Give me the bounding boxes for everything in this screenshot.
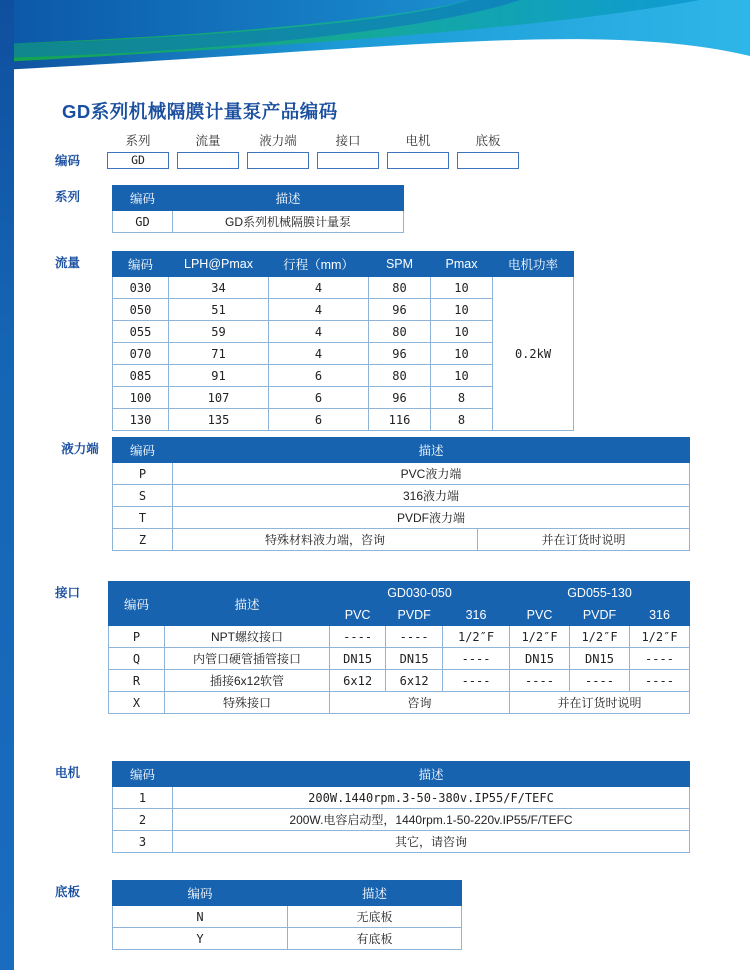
- code-col-series-input[interactable]: GD: [107, 152, 169, 169]
- cell-conn-val: ----: [443, 670, 510, 692]
- cell-base-code: N: [113, 906, 288, 928]
- table-row: [109, 648, 690, 670]
- cell-flow-spm: 96: [369, 299, 431, 321]
- section-label-series: 系列: [55, 190, 81, 204]
- section-label-motor: 电机: [55, 766, 81, 780]
- code-builder-label: 编码: [55, 154, 81, 168]
- table-series: [112, 185, 404, 233]
- table-header-row: [109, 582, 690, 604]
- th-conn-sub-pvdf-b: PVDF: [570, 604, 630, 626]
- cell-flow-code: 085: [113, 365, 169, 387]
- cell-liquid-desc: PVC液力端: [173, 463, 690, 485]
- cell-liquid-code: Z: [113, 529, 173, 551]
- cell-flow-code: 070: [113, 343, 169, 365]
- table-header-row: [113, 881, 462, 906]
- th-flow-lph: LPH@Pmax: [169, 252, 269, 277]
- th-flow-pmax: Pmax: [431, 252, 493, 277]
- cell-flow-spm: 80: [369, 277, 431, 299]
- table-row: [113, 906, 462, 928]
- cell-conn-val: 1/2″F: [443, 626, 510, 648]
- cell-flow-spm: 116: [369, 409, 431, 431]
- section-label-liquid-end: 液力端: [61, 442, 99, 456]
- cell-conn-val: 6x12: [386, 670, 443, 692]
- code-col-flow-header: 流量: [195, 134, 221, 148]
- code-col-liquid-end-input[interactable]: [247, 152, 309, 169]
- cell-liquid-code: S: [113, 485, 173, 507]
- cell-liquid-desc: PVDF液力端: [173, 507, 690, 529]
- cell-liquid-desc: 特殊材料液力端，咨询: [173, 529, 478, 551]
- cell-conn-val: DN15: [330, 648, 386, 670]
- table-header-row: [113, 252, 574, 277]
- code-col-series-header: 系列: [125, 134, 151, 148]
- table-row: [113, 485, 690, 507]
- cell-conn-val: DN15: [510, 648, 570, 670]
- cell-motor-code: 3: [113, 831, 173, 853]
- cell-flow-pmax: 8: [431, 387, 493, 409]
- cell-flow-pmax: 10: [431, 321, 493, 343]
- code-col-motor-header: 电机: [405, 134, 431, 148]
- table-row: [113, 831, 690, 853]
- cell-flow-stroke: 4: [269, 343, 369, 365]
- cell-conn-val: 1/2″F: [570, 626, 630, 648]
- cell-series-code: GD: [113, 211, 173, 233]
- table-row: [113, 529, 690, 551]
- cell-conn-note: 并在订货时说明: [510, 692, 690, 714]
- cell-motor-desc: 200W.电容启动型，1440rpm.1-50-220v.IP55/F/TEFC: [173, 809, 690, 831]
- cell-flow-code: 100: [113, 387, 169, 409]
- table-liquid-end: [112, 437, 690, 551]
- cell-flow-spm: 80: [369, 365, 431, 387]
- code-col-motor: [387, 131, 449, 169]
- cell-liquid-code: T: [113, 507, 173, 529]
- cell-flow-stroke: 6: [269, 365, 369, 387]
- th-conn-group-gd030-050: GD030-050: [330, 582, 510, 604]
- code-col-connection: [317, 131, 379, 169]
- table-row: [113, 507, 690, 529]
- table-row: [109, 626, 690, 648]
- th-conn-code: 编码: [109, 582, 165, 626]
- cell-flow-code: 055: [113, 321, 169, 343]
- cell-flow-stroke: 4: [269, 321, 369, 343]
- th-series-desc: 描述: [173, 186, 404, 211]
- th-conn-sub-316-a: 316: [443, 604, 510, 626]
- code-col-motor-input[interactable]: [387, 152, 449, 169]
- table-header-row: [113, 762, 690, 787]
- th-conn-sub-316-b: 316: [630, 604, 690, 626]
- cell-conn-val: ----: [443, 648, 510, 670]
- cell-flow-lph: 71: [169, 343, 269, 365]
- th-flow-motor-power: 电机功率: [493, 252, 574, 277]
- table-connection: [108, 581, 690, 714]
- th-flow-code: 编码: [113, 252, 169, 277]
- cell-motor-desc: 其它，请咨询: [173, 831, 690, 853]
- cell-conn-desc: 内管口硬管插管接口: [165, 648, 330, 670]
- table-row: [113, 277, 574, 299]
- product-code-builder: [55, 131, 501, 171]
- table-row: [113, 463, 690, 485]
- th-base-code: 编码: [113, 881, 288, 906]
- table-row: [109, 670, 690, 692]
- cell-motor-desc: 200W.1440rpm.3-50-380v.IP55/F/TEFC: [173, 787, 690, 809]
- table-row: [113, 787, 690, 809]
- page-title: GD系列机械隔膜计量泵产品编码: [62, 101, 338, 122]
- th-conn-sub-pvdf-a: PVDF: [386, 604, 443, 626]
- table-row: [113, 211, 404, 233]
- cell-flow-spm: 80: [369, 321, 431, 343]
- th-liquid-desc: 描述: [173, 438, 690, 463]
- code-col-flow-input[interactable]: [177, 152, 239, 169]
- cell-flow-spm: 96: [369, 343, 431, 365]
- cell-conn-val: ----: [570, 670, 630, 692]
- cell-conn-code: X: [109, 692, 165, 714]
- section-label-flow: 流量: [55, 256, 81, 270]
- table-header-row: [113, 438, 690, 463]
- cell-flow-motor-power: 0.2kW: [493, 277, 574, 431]
- code-col-liquid-end: [247, 131, 309, 169]
- cell-flow-lph: 91: [169, 365, 269, 387]
- table-motor: [112, 761, 690, 853]
- th-conn-sub-pvc-b: PVC: [510, 604, 570, 626]
- cell-flow-lph: 51: [169, 299, 269, 321]
- cell-conn-desc: 插接6x12软管: [165, 670, 330, 692]
- cell-flow-lph: 135: [169, 409, 269, 431]
- cell-conn-val: 1/2″F: [510, 626, 570, 648]
- code-col-base-plate: [457, 131, 519, 169]
- left-blue-rail: [0, 0, 14, 970]
- th-conn-group-gd055-130: GD055-130: [510, 582, 690, 604]
- cell-base-code: Y: [113, 928, 288, 950]
- cell-flow-pmax: 10: [431, 277, 493, 299]
- cell-conn-code: Q: [109, 648, 165, 670]
- code-col-liquid-end-header: 液力端: [259, 134, 297, 148]
- cell-conn-val: ----: [630, 648, 690, 670]
- code-col-base-plate-input[interactable]: [457, 152, 519, 169]
- cell-conn-val: ----: [510, 670, 570, 692]
- cell-conn-val: DN15: [570, 648, 630, 670]
- cell-conn-desc: 特殊接口: [165, 692, 330, 714]
- section-label-base-plate: 底板: [55, 885, 81, 899]
- cell-flow-stroke: 4: [269, 299, 369, 321]
- cell-conn-val: 6x12: [330, 670, 386, 692]
- cell-flow-stroke: 6: [269, 409, 369, 431]
- cell-flow-lph: 34: [169, 277, 269, 299]
- section-label-connection: 接口: [55, 586, 81, 600]
- cell-flow-stroke: 4: [269, 277, 369, 299]
- cell-conn-code: R: [109, 670, 165, 692]
- table-flow: [112, 251, 574, 431]
- th-motor-code: 编码: [113, 762, 173, 787]
- left-rail-gradient: [0, 0, 14, 970]
- cell-conn-code: P: [109, 626, 165, 648]
- cell-motor-code: 1: [113, 787, 173, 809]
- th-liquid-code: 编码: [113, 438, 173, 463]
- th-flow-spm: SPM: [369, 252, 431, 277]
- code-col-connection-header: 接口: [335, 134, 361, 148]
- code-col-connection-input[interactable]: [317, 152, 379, 169]
- table-base-plate: [112, 880, 462, 950]
- table-row: [113, 809, 690, 831]
- th-series-code: 编码: [113, 186, 173, 211]
- cell-flow-code: 130: [113, 409, 169, 431]
- table-row: [113, 928, 462, 950]
- th-base-desc: 描述: [288, 881, 462, 906]
- cell-liquid-code: P: [113, 463, 173, 485]
- code-col-flow: [177, 131, 239, 169]
- cell-conn-val: ----: [330, 626, 386, 648]
- table-row: [109, 692, 690, 714]
- cell-series-desc: GD系列机械隔膜计量泵: [173, 211, 404, 233]
- cell-motor-code: 2: [113, 809, 173, 831]
- cell-flow-pmax: 10: [431, 365, 493, 387]
- code-col-series: [107, 131, 169, 169]
- cell-conn-val: DN15: [386, 648, 443, 670]
- cell-conn-val: ----: [386, 626, 443, 648]
- cell-base-desc: 有底板: [288, 928, 462, 950]
- cell-flow-pmax: 8: [431, 409, 493, 431]
- cell-conn-val: ----: [630, 670, 690, 692]
- cell-conn-desc: NPT螺纹接口: [165, 626, 330, 648]
- cell-liquid-desc: 316液力端: [173, 485, 690, 507]
- cell-base-desc: 无底板: [288, 906, 462, 928]
- code-col-base-plate-header: 底板: [475, 134, 501, 148]
- th-motor-desc: 描述: [173, 762, 690, 787]
- cell-flow-pmax: 10: [431, 343, 493, 365]
- cell-flow-lph: 107: [169, 387, 269, 409]
- cell-conn-val: 1/2″F: [630, 626, 690, 648]
- th-flow-stroke: 行程（mm）: [269, 252, 369, 277]
- cell-flow-code: 050: [113, 299, 169, 321]
- cell-flow-code: 030: [113, 277, 169, 299]
- cell-liquid-note: 并在订货时说明: [478, 529, 690, 551]
- cell-flow-stroke: 6: [269, 387, 369, 409]
- cell-conn-consult: 咨询: [330, 692, 510, 714]
- th-conn-desc: 描述: [165, 582, 330, 626]
- th-conn-sub-pvc-a: PVC: [330, 604, 386, 626]
- cell-flow-pmax: 10: [431, 299, 493, 321]
- header-banner-decoration: [0, 0, 750, 78]
- cell-flow-lph: 59: [169, 321, 269, 343]
- table-header-row: [113, 186, 404, 211]
- cell-flow-spm: 96: [369, 387, 431, 409]
